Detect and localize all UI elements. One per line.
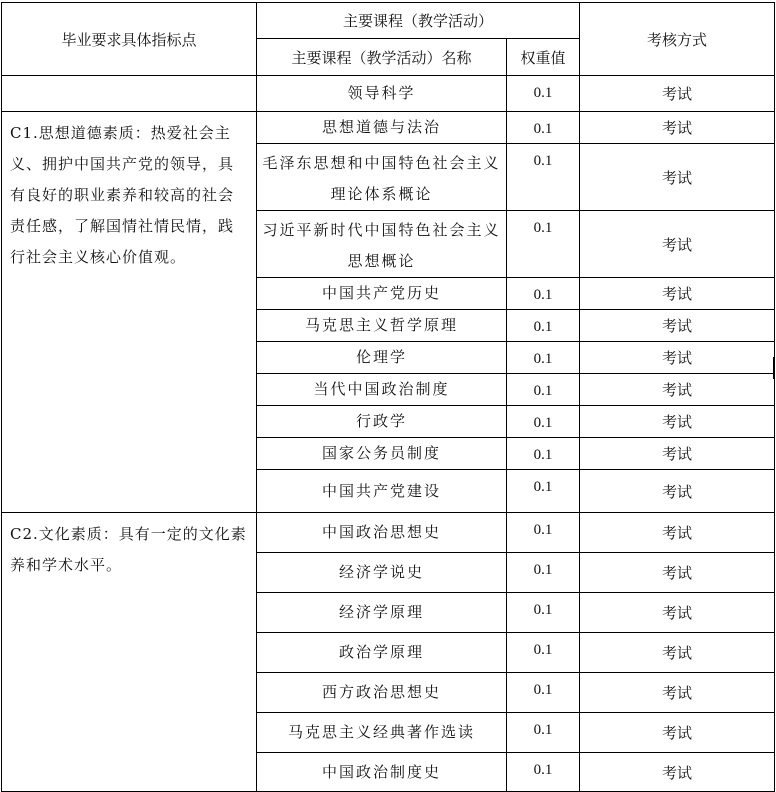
course-name: 习近平新时代中国特色社会主义思想概论 — [257, 211, 507, 278]
course-name: 经济学原理 — [257, 593, 507, 633]
course-weight: 0.1 — [507, 593, 580, 633]
course-name: 中国政治制度史 — [257, 753, 507, 792]
course-assessment: 考试 — [580, 211, 775, 278]
course-weight: 0.1 — [507, 76, 580, 112]
course-assessment: 考试 — [580, 713, 775, 753]
course-assessment: 考试 — [580, 633, 775, 673]
course-weight: 0.1 — [507, 713, 580, 753]
course-assessment: 考试 — [580, 553, 775, 593]
course-name: 中国共产党历史 — [257, 278, 507, 310]
indicator-c1: C1.思想道德素质：热爱社会主义、拥护中国共产党的领导，具有良好的职业素养和较高的社会责任感，了解国情社情民情，践行社会主义核心价值观。 — [2, 112, 257, 513]
course-assessment: 考试 — [580, 144, 775, 211]
course-name: 政治学原理 — [257, 633, 507, 673]
course-weight: 0.1 — [507, 342, 580, 374]
header-row-1 — [2, 3, 775, 39]
course-name: 经济学说史 — [257, 553, 507, 593]
course-name: 当代中国政治制度 — [257, 374, 507, 406]
course-weight: 0.1 — [507, 553, 580, 593]
course-assessment: 考试 — [580, 513, 775, 553]
empty-indicator-cell — [2, 76, 257, 112]
course-name: 马克思主义哲学原理 — [257, 310, 507, 342]
course-assessment: 考试 — [580, 76, 775, 112]
course-assessment: 考试 — [580, 310, 775, 342]
course-name: 西方政治思想史 — [257, 673, 507, 713]
course-assessment: 考试 — [580, 112, 775, 144]
course-assessment: 考试 — [580, 673, 775, 713]
course-name: 马克思主义经典著作选读 — [257, 713, 507, 753]
course-name: 国家公务员制度 — [257, 438, 507, 470]
course-assessment: 考试 — [580, 438, 775, 470]
course-name: 思想道德与法治 — [257, 112, 507, 144]
edge-mark — [773, 357, 775, 379]
header-indicator: 毕业要求具体指标点 — [2, 3, 257, 76]
course-name: 行政学 — [257, 406, 507, 438]
course-assessment: 考试 — [580, 374, 775, 406]
course-weight: 0.1 — [507, 144, 580, 211]
table-row — [2, 112, 775, 144]
course-weight: 0.1 — [507, 406, 580, 438]
course-assessment: 考试 — [580, 342, 775, 374]
header-course-name: 主要课程（教学活动）名称 — [257, 39, 507, 76]
course-assessment: 考试 — [580, 470, 775, 513]
course-name: 中国政治思想史 — [257, 513, 507, 553]
course-weight: 0.1 — [507, 753, 580, 792]
course-assessment: 考试 — [580, 753, 775, 792]
indicator-c2: C2.文化素质：具有一定的文化素养和学术水平。 — [2, 513, 257, 792]
course-weight: 0.1 — [507, 513, 580, 553]
course-weight: 0.1 — [507, 673, 580, 713]
course-assessment: 考试 — [580, 406, 775, 438]
course-name: 伦理学 — [257, 342, 507, 374]
header-courses-group: 主要课程（教学活动） — [257, 3, 580, 39]
header-weight: 权重值 — [507, 39, 580, 76]
course-weight: 0.1 — [507, 112, 580, 144]
course-weight: 0.1 — [507, 310, 580, 342]
course-weight: 0.1 — [507, 633, 580, 673]
course-name: 领导科学 — [257, 76, 507, 112]
course-weight: 0.1 — [507, 438, 580, 470]
table-row — [2, 513, 775, 553]
course-weight: 0.1 — [507, 211, 580, 278]
course-assessment: 考试 — [580, 593, 775, 633]
header-assessment: 考核方式 — [580, 3, 775, 76]
course-weight: 0.1 — [507, 374, 580, 406]
course-name: 中国共产党建设 — [257, 470, 507, 513]
course-assessment: 考试 — [580, 278, 775, 310]
curriculum-table — [1, 2, 775, 792]
course-weight: 0.1 — [507, 470, 580, 513]
table-row — [2, 76, 775, 112]
course-name: 毛泽东思想和中国特色社会主义理论体系概论 — [257, 144, 507, 211]
course-weight: 0.1 — [507, 278, 580, 310]
